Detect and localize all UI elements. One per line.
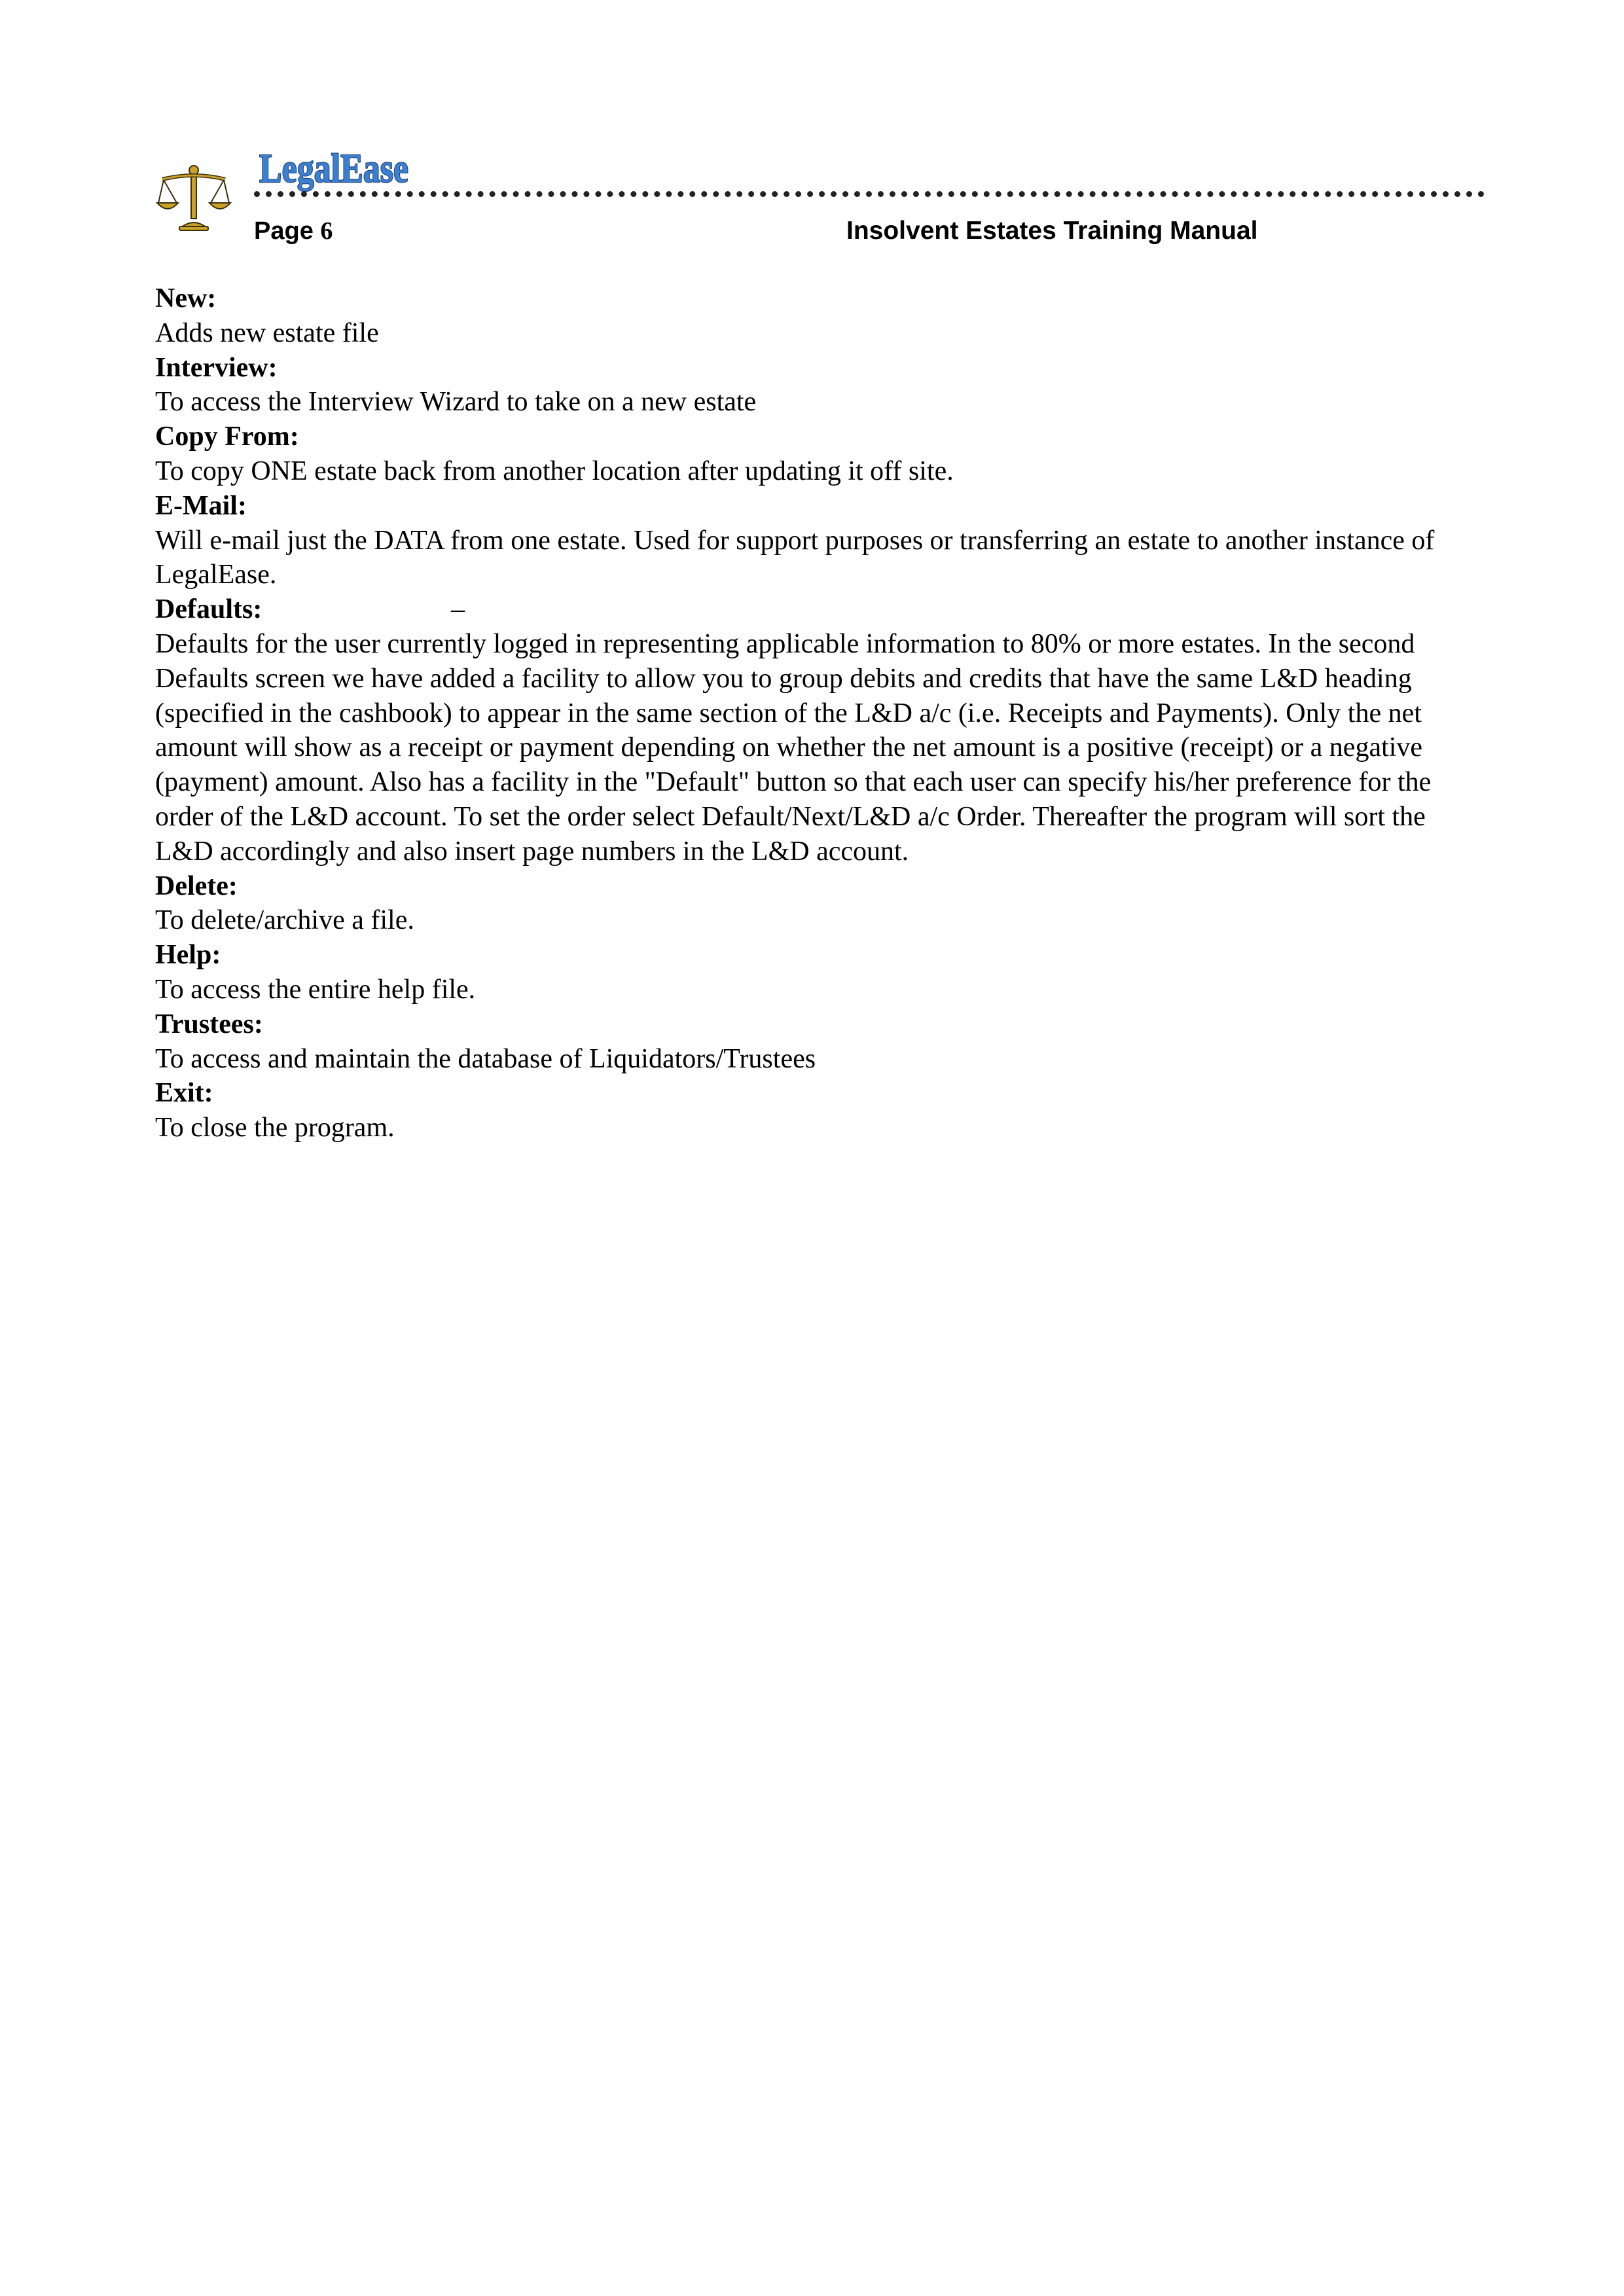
entry-term-row xyxy=(155,592,1477,627)
document-title: Insolvent Estates Training Manual xyxy=(846,217,1258,245)
legalease-logo xyxy=(257,143,414,195)
entry-definition: To access the entire help file. xyxy=(155,974,476,1005)
logo-text: LegalEase xyxy=(259,147,408,191)
entry-term: Help: xyxy=(155,940,221,971)
entry-term: Defaults: xyxy=(155,594,262,625)
entry-term: Trustees: xyxy=(155,1009,263,1039)
entry-term: Exit: xyxy=(155,1078,213,1109)
page-number-label xyxy=(254,216,333,246)
header-dotted-rule xyxy=(254,191,1485,197)
entry-new xyxy=(155,281,1477,351)
entry-help xyxy=(155,938,1477,1007)
entry-definition: To access and maintain the database of Liquidators/Trustees xyxy=(155,1043,816,1074)
entry-definition: Will e-mail just the DATA from one estate. Used for support purposes or transferring an estate to another instance of LegalEase. xyxy=(155,525,1435,590)
entry-definition: To delete/archive a file. xyxy=(155,905,414,936)
entry-e-mail xyxy=(155,489,1477,592)
entry-term: Copy From: xyxy=(155,422,299,452)
entry-dash: – xyxy=(451,594,465,625)
entry-definition: To close the program. xyxy=(155,1113,395,1143)
scales-of-justice-icon xyxy=(157,162,230,232)
entry-trustees xyxy=(155,1007,1477,1077)
entry-definition: To copy ONE estate back from another location after updating it off site. xyxy=(155,456,954,486)
entry-term: Delete: xyxy=(155,870,238,901)
entry-defaults xyxy=(155,592,1477,869)
entry-exit xyxy=(155,1076,1477,1145)
entry-term: New: xyxy=(155,283,217,314)
page-header xyxy=(0,0,1624,262)
entry-definition: To access the Interview Wizard to take on a new estate xyxy=(155,387,757,418)
entry-definition: Defaults for the user currently logged in representing applicable information to 80% or more estates. In the second Defaults screen we have added a facility to allow you to group debits and credits that have the same L&D heading (specified in the cashbook) to appear in the same section of the L&D a/c (i.e. Receipts and Payments). Only the net amount will show as a receipt or payment depending on whether the net amount is a positive (receipt) or a negative (payment) amount. Also has a facility in the "Default" button so that each user can specify his/her preference for the order of the L&D account. To set the order select Default/Next/L&D a/c Order. Thereafter the program will sort the L&D accordingly and also insert page numbers in the L&D account. xyxy=(155,628,1432,867)
entry-term: E-Mail: xyxy=(155,490,247,521)
entry-definition: Adds new estate file xyxy=(155,317,379,348)
page-number: 6 xyxy=(320,217,333,245)
entry-term: Interview: xyxy=(155,352,278,383)
page-word: Page xyxy=(254,217,314,245)
entry-interview xyxy=(155,351,1477,420)
entry-delete xyxy=(155,869,1477,939)
menu-button-descriptions xyxy=(155,281,1477,1145)
entry-copy-from xyxy=(155,420,1477,489)
